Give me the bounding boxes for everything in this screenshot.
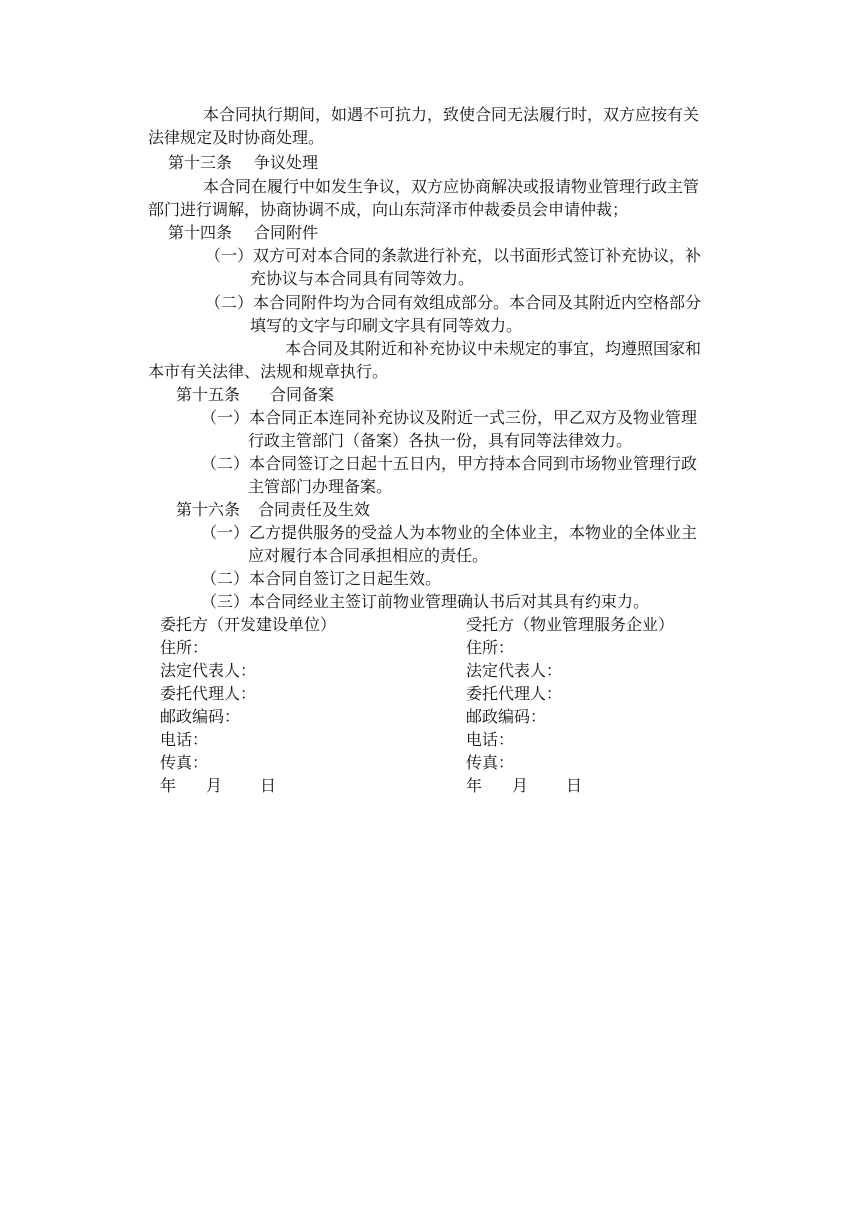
year-label: 年 <box>160 776 177 795</box>
article-number: 第十四条 <box>168 223 233 242</box>
article-title: 合同责任及生效 <box>258 500 371 519</box>
list-marker: （二） <box>205 293 254 312</box>
paragraph-line: 本合同及其附近和补充协议中未规定的事宜，均遵照国家和 <box>285 339 702 358</box>
paragraph-line: 本合同执行期间，如遇不可抗力，致使合同无法履行时，双方应按有关 <box>203 105 700 124</box>
left-fax-label: 传真： <box>160 753 209 772</box>
list-item-continuation: 主管部门办理备案。 <box>248 477 393 496</box>
list-item <box>205 245 701 267</box>
article-title: 合同附件 <box>254 223 319 242</box>
list-item-continuation: 行政主管部门（备案）各执一份，具有同等法律效力。 <box>248 431 633 450</box>
list-item <box>201 407 697 429</box>
left-agent-label: 委托代理人： <box>160 684 257 703</box>
left-legal-rep-label: 法定代表人： <box>160 661 257 680</box>
list-item <box>201 568 441 590</box>
article-14-heading <box>168 222 318 244</box>
paragraph-line: 部门进行调解，协商协调不成，向山东菏泽市仲裁委员会申请仲裁； <box>148 200 629 219</box>
month-label: 月 <box>206 776 223 795</box>
article-title: 争议处理 <box>254 153 319 172</box>
list-marker: （二） <box>201 569 250 588</box>
month-label: 月 <box>512 776 529 795</box>
paragraph-line: 本市有关法律、法规和规章执行。 <box>148 362 389 381</box>
left-phone-label: 电话： <box>160 730 209 749</box>
right-legal-rep-label: 法定代表人： <box>466 661 563 680</box>
right-postcode-label: 邮政编码： <box>466 707 547 726</box>
left-postcode-label: 邮政编码： <box>160 707 241 726</box>
list-marker: （一） <box>201 523 250 542</box>
list-item <box>205 292 701 314</box>
list-item <box>201 522 697 544</box>
list-marker: （一） <box>205 246 254 265</box>
left-party-label: 委托方（开发建设单位） <box>160 615 337 634</box>
year-label: 年 <box>466 776 483 795</box>
list-text: 乙方提供服务的受益人为本物业的全体业主，本物业的全体业主 <box>249 523 698 542</box>
list-item-continuation: 充协议与本合同具有同等效力。 <box>250 269 475 288</box>
right-phone-label: 电话： <box>466 730 515 749</box>
right-party-label: 受托方（物业管理服务企业） <box>466 615 675 634</box>
left-date-line <box>160 775 276 797</box>
list-text: 本合同自签订之日起生效。 <box>249 569 442 588</box>
right-agent-label: 委托代理人： <box>466 684 563 703</box>
article-number: 第十六条 <box>176 500 241 519</box>
article-15-heading <box>176 384 334 406</box>
list-text: 本合同经业主签订前物业管理确认书后对其具有约束力。 <box>249 592 650 611</box>
list-text: 本合同正本连同补充协议及附近一式三份，甲乙双方及物业管理 <box>249 408 698 427</box>
right-date-line <box>466 775 582 797</box>
list-item <box>201 453 697 475</box>
article-title: 合同备案 <box>270 385 335 404</box>
list-item-continuation: 填写的文字与印刷文字具有同等效力。 <box>250 316 523 335</box>
list-marker: （一） <box>201 408 250 427</box>
day-label: 日 <box>566 776 583 795</box>
list-text: 双方可对本合同的条款进行补充，以书面形式签订补充协议，补 <box>253 246 702 265</box>
right-fax-label: 传真： <box>466 753 515 772</box>
list-item <box>201 591 649 613</box>
list-marker: （三） <box>201 592 250 611</box>
list-item-continuation: 应对履行本合同承担相应的责任。 <box>248 546 489 565</box>
right-address-label: 住所： <box>466 638 515 657</box>
paragraph-line: 法律规定及时协商处理。 <box>148 128 325 147</box>
article-16-heading <box>176 499 370 521</box>
list-text: 本合同签订之日起十五日内，甲方持本合同到市场物业管理行政 <box>249 454 698 473</box>
day-label: 日 <box>260 776 277 795</box>
list-text: 本合同附件均为合同有效组成部分。本合同及其附近内空格部分 <box>253 293 702 312</box>
article-13-heading <box>168 152 318 174</box>
paragraph-line: 本合同在履行中如发生争议，双方应协商解决或报请物业管理行政主管 <box>203 177 700 196</box>
article-number: 第十五条 <box>176 385 241 404</box>
left-address-label: 住所： <box>160 638 209 657</box>
article-number: 第十三条 <box>168 153 233 172</box>
list-marker: （二） <box>201 454 250 473</box>
